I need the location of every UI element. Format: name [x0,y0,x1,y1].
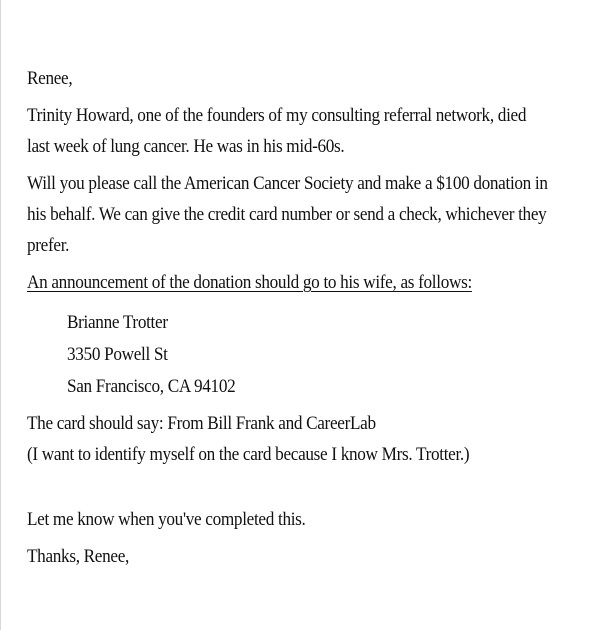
card-text: The card should say: From Bill Frank and CareerLab [27,414,376,434]
recipient-address [67,307,550,403]
address-name: Brianne Trotter [66,313,168,333]
signoff: Thanks, Renee, [27,547,129,567]
salutation: Renee, [27,69,73,89]
address-street: 3350 Powell St [66,345,168,365]
announcement-instruction: An announcement of the donation should go to his wife, as follows: [27,273,472,293]
card-note: (I want to identify myself on the card because I know Mrs. Trotter.) [27,445,470,465]
paragraph-death-notice: Trinity Howard, one of the founders of my consulting referral network, died last week of lung cancer. He was in his mid-60s. [27,106,527,157]
address-city: San Francisco, CA 94102 [66,377,236,397]
paragraph-donation-request: Will you please call the American Cancer Society and make a $100 donation in his behalf. We can give the credit card number or send a check, whichever they prefer. [27,174,548,256]
letter-body [27,64,550,573]
closing-request: Let me know when you've completed this. [27,510,306,530]
